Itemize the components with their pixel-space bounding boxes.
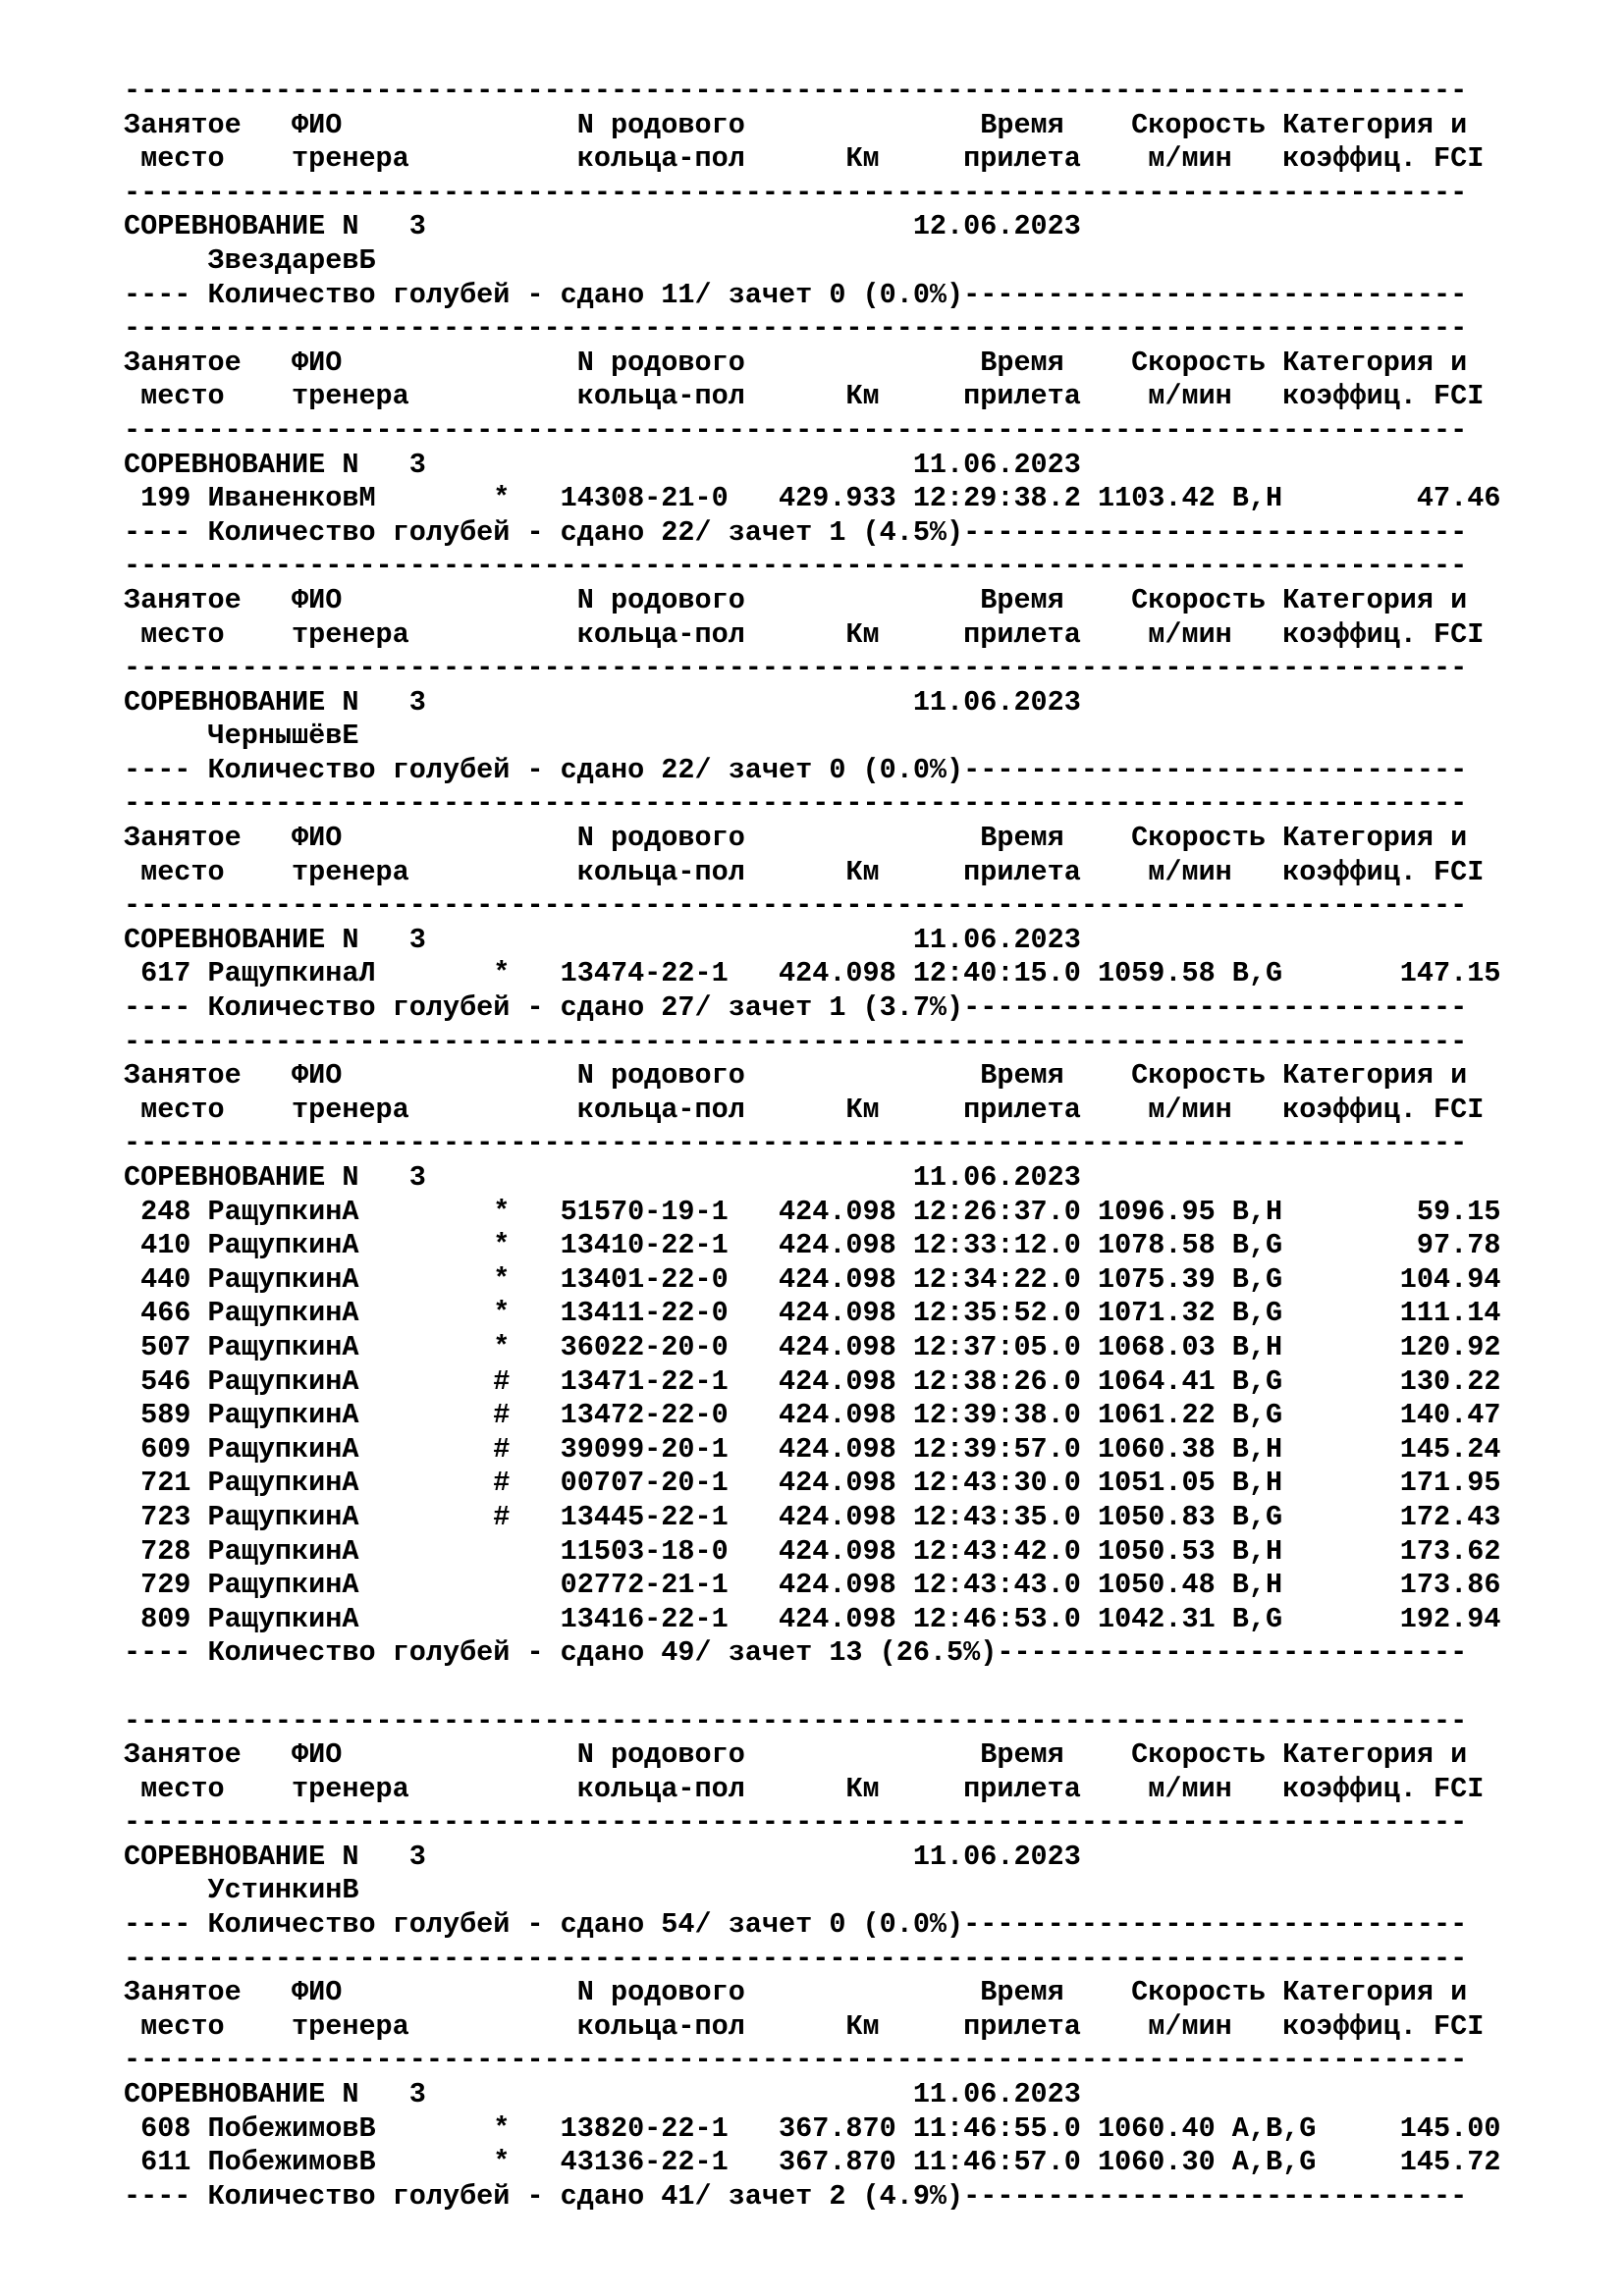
result-row: 546 РащупкинА # 13471-22-1 424.098 12:38:26.0 1064.41 B,G 130.22 xyxy=(124,1364,1501,1398)
result-row: 611 ПобежимовВ * 43136-22-1 367.870 11:46:57.0 1060.30 A,B,G 145.72 xyxy=(124,2146,1501,2179)
trainer-name-line: ЗвездаревБ xyxy=(124,243,376,277)
result-row: 466 РащупкинА * 13411-22-0 424.098 12:35:52.0 1071.32 B,G 111.14 xyxy=(124,1297,1501,1330)
table-header-line: Занятое ФИО N родового Время Скорость Категория и xyxy=(124,1976,1468,2009)
results-report xyxy=(124,75,1597,2214)
summary-line: ---- Количество голубей - сдано 22/ зачет 0 (0.0%)------------------------------ xyxy=(124,753,1468,786)
table-header-line: Занятое ФИО N родового Время Скорость Категория и xyxy=(124,346,1468,379)
separator-line: -------------------------------------------------------------------------------- xyxy=(124,1127,1468,1160)
result-row: 609 РащупкинА # 39099-20-1 424.098 12:39:57.0 1060.38 B,H 145.24 xyxy=(124,1432,1501,1466)
table-header-line: Занятое ФИО N родового Время Скорость Категория и xyxy=(124,108,1468,141)
blank-line xyxy=(124,1671,1597,1705)
separator-line: -------------------------------------------------------------------------------- xyxy=(124,75,1468,107)
result-row: 248 РащупкинА * 51570-19-1 424.098 12:26:37.0 1096.95 B,H 59.15 xyxy=(124,1195,1501,1228)
result-row: 728 РащупкинА 11503-18-0 424.098 12:43:42.0 1050.53 B,H 173.62 xyxy=(124,1534,1501,1568)
competition-heading: СОРЕВНОВАНИЕ N 3 11.06.2023 xyxy=(124,923,1081,956)
table-header-line: Занятое ФИО N родового Время Скорость Категория и xyxy=(124,1738,1468,1772)
table-header-line: место тренера кольца-пол Км прилета м/мин коэффиц. FCI xyxy=(124,617,1485,651)
result-row: 617 РащупкинаЛ * 13474-22-1 424.098 12:40:15.0 1059.58 B,G 147.15 xyxy=(124,957,1501,990)
result-row: 723 РащупкинА # 13445-22-1 424.098 12:43:35.0 1050.83 B,G 172.43 xyxy=(124,1500,1501,1533)
table-header-line: место тренера кольца-пол Км прилета м/мин коэффиц. FCI xyxy=(124,380,1485,413)
separator-line: -------------------------------------------------------------------------------- xyxy=(124,1942,1468,1975)
separator-line: -------------------------------------------------------------------------------- xyxy=(124,176,1468,209)
summary-line: ---- Количество голубей - сдано 27/ зачет 1 (3.7%)------------------------------ xyxy=(124,991,1468,1025)
table-header-line: Занятое ФИО N родового Время Скорость Категория и xyxy=(124,822,1468,855)
result-row: 507 РащупкинА * 36022-20-0 424.098 12:37:05.0 1068.03 B,H 120.92 xyxy=(124,1330,1501,1363)
separator-line: -------------------------------------------------------------------------------- xyxy=(124,1806,1468,1840)
table-header-line: место тренера кольца-пол Км прилета м/мин коэффиц. FCI xyxy=(124,1772,1485,1805)
separator-line: -------------------------------------------------------------------------------- xyxy=(124,889,1468,923)
trainer-name-line: ЧернышёвЕ xyxy=(124,720,359,753)
table-header-line: Занятое ФИО N родового Время Скорость Категория и xyxy=(124,1059,1468,1093)
separator-line: -------------------------------------------------------------------------------- xyxy=(124,2044,1468,2077)
separator-line: -------------------------------------------------------------------------------- xyxy=(124,1025,1468,1058)
result-row: 608 ПобежимовВ * 13820-22-1 367.870 11:46:55.0 1060.40 A,B,G 145.00 xyxy=(124,2111,1501,2145)
result-row: 721 РащупкинА # 00707-20-1 424.098 12:43:30.0 1051.05 B,H 171.95 xyxy=(124,1467,1501,1500)
trainer-name-line: УстинкинВ xyxy=(124,1874,359,1907)
summary-line: ---- Количество голубей - сдано 49/ зачет 13 (26.5%)---------------------------- xyxy=(124,1636,1468,1670)
competition-heading: СОРЕВНОВАНИЕ N 3 11.06.2023 xyxy=(124,685,1081,719)
separator-line: -------------------------------------------------------------------------------- xyxy=(124,787,1468,821)
summary-line: ---- Количество голубей - сдано 41/ зачет 2 (4.9%)------------------------------ xyxy=(124,2179,1468,2213)
competition-heading: СОРЕВНОВАНИЕ N 3 11.06.2023 xyxy=(124,448,1081,481)
summary-line: ---- Количество голубей - сдано 22/ зачет 1 (4.5%)------------------------------ xyxy=(124,515,1468,549)
result-row: 729 РащупкинА 02772-21-1 424.098 12:43:43.0 1050.48 B,H 173.86 xyxy=(124,1569,1501,1602)
result-row: 809 РащупкинА 13416-22-1 424.098 12:46:53.0 1042.31 B,G 192.94 xyxy=(124,1602,1501,1635)
summary-line: ---- Количество голубей - сдано 54/ зачет 0 (0.0%)------------------------------ xyxy=(124,1908,1468,1942)
table-header-line: место тренера кольца-пол Км прилета м/мин коэффиц. FCI xyxy=(124,1093,1485,1126)
separator-line: -------------------------------------------------------------------------------- xyxy=(124,1704,1468,1737)
result-row: 410 РащупкинА * 13410-22-1 424.098 12:33:12.0 1078.58 B,G 97.78 xyxy=(124,1229,1501,1262)
table-header-line: место тренера кольца-пол Км прилета м/мин коэффиц. FCI xyxy=(124,855,1485,888)
result-row: 440 РащупкинА * 13401-22-0 424.098 12:34:22.0 1075.39 B,G 104.94 xyxy=(124,1262,1501,1296)
result-row: 199 ИваненковМ * 14308-21-0 429.933 12:29:38.2 1103.42 B,H 47.46 xyxy=(124,482,1501,515)
result-row: 589 РащупкинА # 13472-22-0 424.098 12:39:38.0 1061.22 B,G 140.47 xyxy=(124,1399,1501,1432)
separator-line: -------------------------------------------------------------------------------- xyxy=(124,550,1468,583)
separator-line: -------------------------------------------------------------------------------- xyxy=(124,413,1468,447)
table-header-line: место тренера кольца-пол Км прилета м/мин коэффиц. FCI xyxy=(124,142,1485,176)
competition-heading: СОРЕВНОВАНИЕ N 3 11.06.2023 xyxy=(124,2078,1081,2111)
table-header-line: место тренера кольца-пол Км прилета м/мин коэффиц. FCI xyxy=(124,2009,1485,2043)
separator-line: -------------------------------------------------------------------------------- xyxy=(124,312,1468,346)
competition-heading: СОРЕВНОВАНИЕ N 3 11.06.2023 xyxy=(124,1840,1081,1873)
summary-line: ---- Количество голубей - сдано 11/ зачет 0 (0.0%)------------------------------ xyxy=(124,278,1468,311)
competition-heading: СОРЕВНОВАНИЕ N 3 12.06.2023 xyxy=(124,210,1081,243)
table-header-line: Занятое ФИО N родового Время Скорость Категория и xyxy=(124,583,1468,616)
separator-line: -------------------------------------------------------------------------------- xyxy=(124,652,1468,685)
competition-heading: СОРЕВНОВАНИЕ N 3 11.06.2023 xyxy=(124,1161,1081,1194)
